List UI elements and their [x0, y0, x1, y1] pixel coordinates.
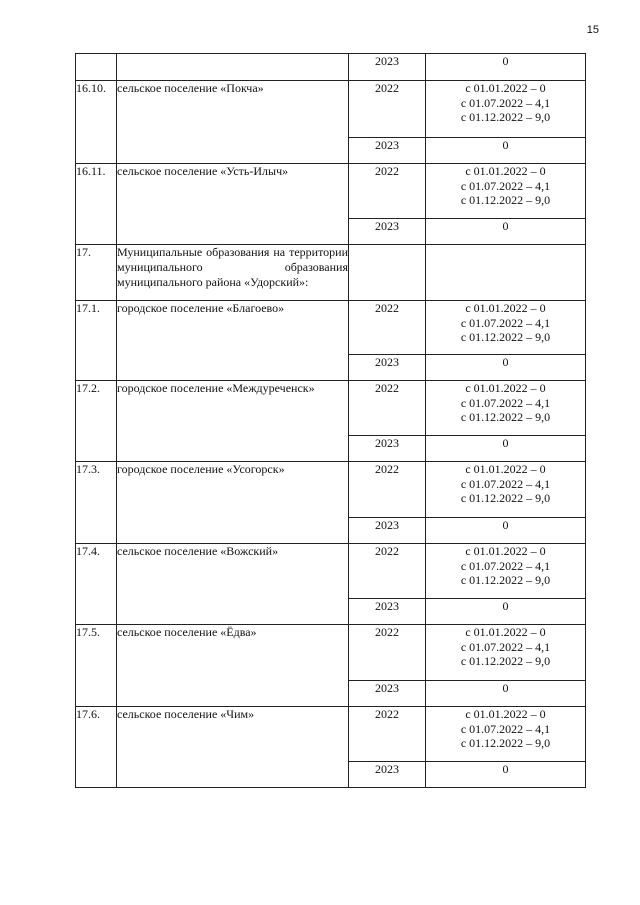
row-number: 17.5. [76, 625, 117, 707]
year-cell: 2023 [349, 518, 426, 544]
municipality-name: сельское поселение «Вожский» [117, 544, 349, 625]
value-line: 0 [502, 518, 509, 532]
value-line: 0 [502, 436, 509, 450]
municipality-name: сельское поселение «Покча» [117, 81, 349, 164]
table-row [76, 54, 586, 81]
value-cell [426, 762, 586, 788]
value-line: с 01.01.2022 – 0 [465, 81, 546, 95]
municipality-name: городское поселение «Усогорск» [117, 462, 349, 544]
value-line: 0 [502, 681, 509, 695]
value-line: с 01.01.2022 – 0 [465, 301, 546, 315]
year-cell: 2022 [349, 81, 426, 138]
value-line: с 01.07.2022 – 4,1 [460, 315, 551, 330]
row-number [76, 54, 117, 81]
value-line: с 01.07.2022 – 4,1 [460, 178, 551, 193]
value-line: с 01.12.2022 – 9,0 [460, 330, 551, 344]
year-cell: 2023 [349, 762, 426, 788]
value-cell [426, 462, 586, 518]
value-line: с 01.01.2022 – 0 [465, 462, 546, 476]
year-cell: 2023 [349, 599, 426, 625]
value-line: с 01.01.2022 – 0 [465, 164, 546, 178]
value-cell [426, 599, 586, 625]
municipality-name: сельское поселение «Усть-Илыч» [117, 164, 349, 245]
value-line: с 01.12.2022 – 9,0 [460, 491, 551, 505]
table-row [76, 544, 586, 599]
municipality-name: городское поселение «Благоево» [117, 301, 349, 381]
value-cell [426, 164, 586, 219]
value-line: с 01.12.2022 – 9,0 [460, 654, 551, 668]
value-cell [426, 219, 586, 245]
page-number: 15 [586, 24, 599, 36]
table-row [76, 625, 586, 681]
value-cell [426, 707, 586, 762]
year-cell: 2022 [349, 462, 426, 518]
value-line: с 01.12.2022 – 9,0 [460, 193, 551, 207]
year-cell: 2023 [349, 681, 426, 707]
year-cell: 2022 [349, 544, 426, 599]
row-number: 17.3. [76, 462, 117, 544]
row-number: 17. [76, 245, 117, 301]
row-number: 17.6. [76, 707, 117, 788]
value-line: с 01.01.2022 – 0 [465, 625, 546, 639]
value-cell [426, 54, 586, 81]
rates-table [75, 53, 586, 788]
row-number: 16.11. [76, 164, 117, 245]
table-row [76, 462, 586, 518]
value-line: с 01.07.2022 – 4,1 [460, 558, 551, 573]
year-cell: 2023 [349, 138, 426, 164]
year-cell: 2023 [349, 54, 426, 81]
row-number: 17.1. [76, 301, 117, 381]
table-row [76, 301, 586, 355]
value-cell [426, 355, 586, 381]
year-cell: 2023 [349, 355, 426, 381]
value-line: с 01.07.2022 – 4,1 [460, 639, 551, 654]
table-row [76, 707, 586, 762]
municipality-name [117, 54, 349, 81]
value-cell [426, 436, 586, 462]
value-cell [426, 381, 586, 436]
municipality-name: сельское поселение «Ёдва» [117, 625, 349, 707]
year-cell [349, 245, 426, 301]
value-line: 0 [502, 355, 509, 369]
row-number: 16.10. [76, 81, 117, 164]
value-line: с 01.07.2022 – 4,1 [460, 395, 551, 410]
value-line: с 01.12.2022 – 9,0 [460, 110, 551, 124]
year-cell: 2023 [349, 436, 426, 462]
value-line: с 01.07.2022 – 4,1 [460, 476, 551, 491]
year-cell: 2022 [349, 381, 426, 436]
row-number: 17.2. [76, 381, 117, 462]
value-line: 0 [502, 762, 509, 776]
row-number: 17.4. [76, 544, 117, 625]
value-cell [426, 81, 586, 138]
table-row [76, 245, 586, 301]
table-row [76, 381, 586, 436]
value-line: 0 [502, 599, 509, 613]
value-line: с 01.01.2022 – 0 [465, 707, 546, 721]
section-heading: Муниципальные образования на территории муниципального образования муниципального района «Удорский»: [117, 245, 349, 301]
year-cell: 2023 [349, 219, 426, 245]
value-line: с 01.12.2022 – 9,0 [460, 573, 551, 587]
value-line: 0 [502, 138, 509, 152]
value-line: с 01.07.2022 – 4,1 [460, 721, 551, 736]
value-line: с 01.01.2022 – 0 [465, 381, 546, 395]
value-cell [426, 245, 586, 301]
year-cell: 2022 [349, 625, 426, 681]
value-cell [426, 544, 586, 599]
value-line: 0 [502, 54, 509, 68]
year-cell: 2022 [349, 707, 426, 762]
municipality-name: сельское поселение «Чим» [117, 707, 349, 788]
table-row [76, 81, 586, 138]
value-cell [426, 138, 586, 164]
value-cell [426, 625, 586, 681]
value-line: 0 [502, 219, 509, 233]
year-cell: 2022 [349, 301, 426, 355]
value-cell [426, 681, 586, 707]
value-line: с 01.12.2022 – 9,0 [460, 410, 551, 424]
value-line: с 01.07.2022 – 4,1 [460, 95, 551, 110]
table-row [76, 164, 586, 219]
value-line: с 01.12.2022 – 9,0 [460, 736, 551, 750]
value-line: с 01.01.2022 – 0 [465, 544, 546, 558]
municipality-name: городское поселение «Междуреченск» [117, 381, 349, 462]
value-cell [426, 518, 586, 544]
value-cell [426, 301, 586, 355]
year-cell: 2022 [349, 164, 426, 219]
